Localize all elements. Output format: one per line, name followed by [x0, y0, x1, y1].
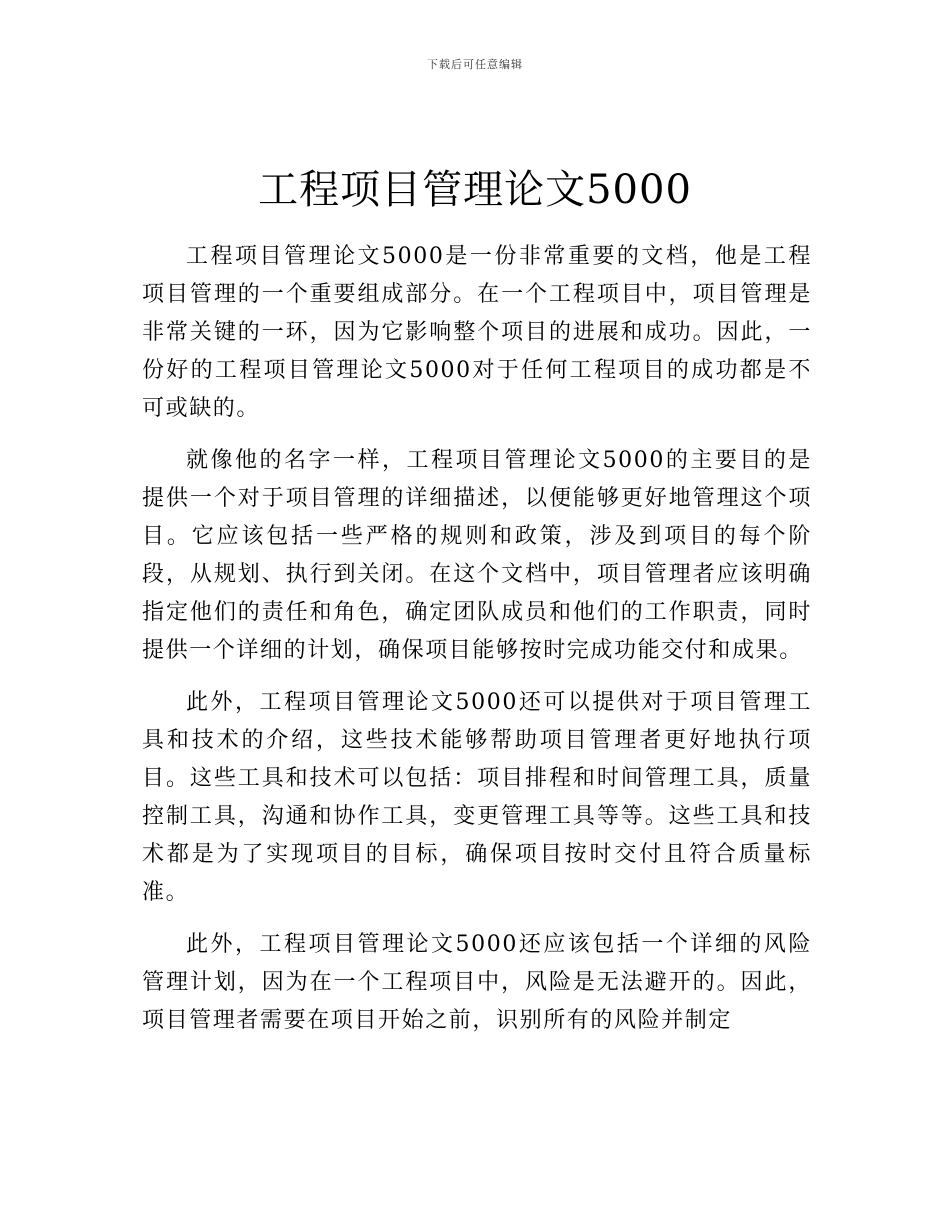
- paragraph-1: 工程项目管理论文5000是一份非常重要的文档，他是工程项目管理的一个重要组成部分。在一个工程项目中，项目管理是非常关键的一环，因为它影响整个项目的进展和成功。因此，一份好的工程项目管理论文5000对于任何工程项目的成功都是不可或缺的。: [142, 244, 812, 421]
- document-body: [142, 238, 812, 1054]
- paragraph-4: 此外，工程项目管理论文5000还应该包括一个详细的风险管理计划，因为在一个工程项目中，风险是无法避开的。因此，项目管理者需要在项目开始之前，识别所有的风险并制定: [142, 932, 812, 1033]
- paragraph-2: 就像他的名字一样，工程项目管理论文5000的主要目的是提供一个对于项目管理的详细描述，以便能够更好地管理这个项目。它应该包括一些严格的规则和政策，涉及到项目的每个阶段，从规划、执行到关闭。在这个文档中，项目管理者应该明确指定他们的责任和角色，确定团队成员和他们的工作职责，同时提供一个详细的计划，确保项目能够按时完成功能交付和成果。: [142, 448, 812, 663]
- document-title: 工程项目管理论文5000: [258, 167, 692, 213]
- paragraph-3: 此外，工程项目管理论文5000还可以提供对于项目管理工具和技术的介绍，这些技术能够帮助项目管理者更好地执行项目。这些工具和技术可以包括：项目排程和时间管理工具，质量控制工具，沟通和协作工具，变更管理工具等等。这些工具和技术都是为了实现项目的目标，确保项目按时交付且符合质量标准。: [142, 690, 812, 905]
- header-note: 下载后可任意编辑: [427, 58, 523, 71]
